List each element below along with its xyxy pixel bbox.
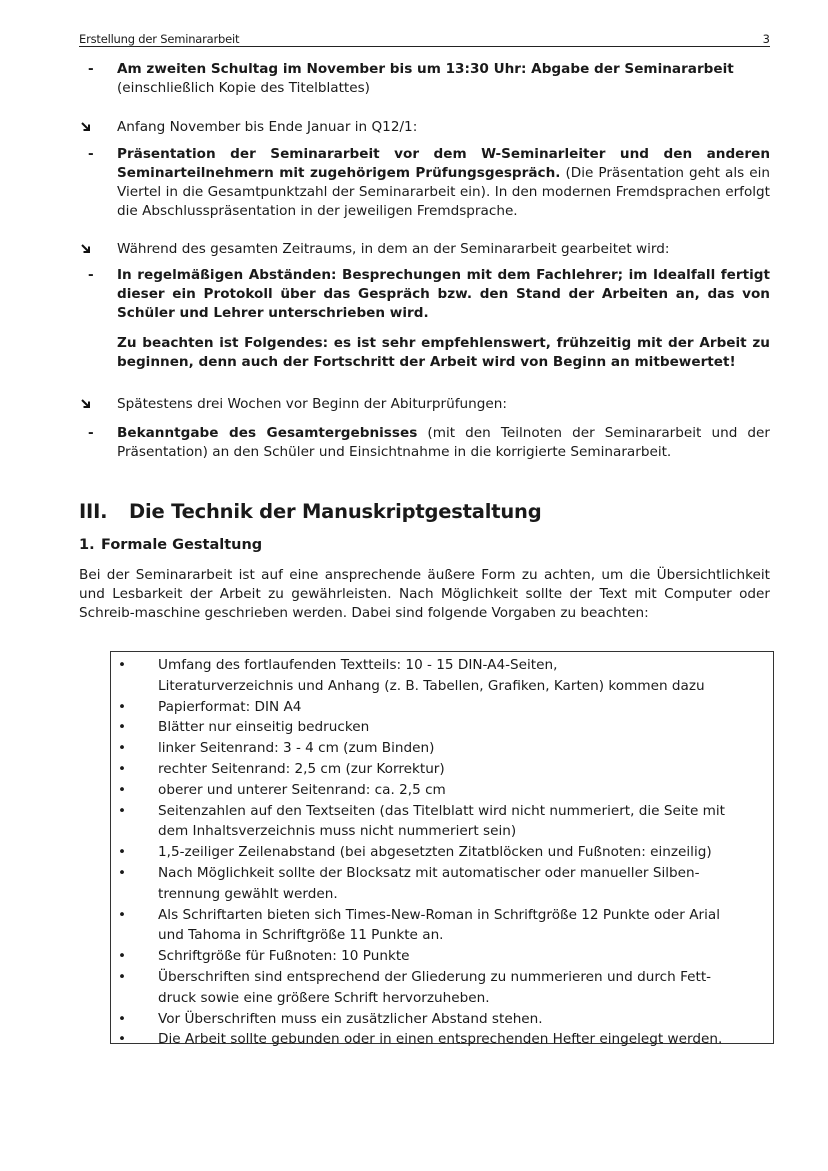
requirement-item [111,967,773,1009]
bullet-icon: • [118,948,127,965]
timeline-period [79,118,770,137]
requirement-text: Nach Möglichkeit sollte der Blocksatz mit automatischer oder manueller Silben- [158,864,700,881]
requirement-text: Literaturverzeichnis und Anhang (z. B. Tabellen, Grafiken, Karten) kommen dazu [158,677,705,694]
bullet-icon: • [118,1031,127,1048]
requirement-item [111,801,773,843]
bullet-icon: • [118,719,127,736]
bullet-icon: • [118,968,127,985]
section-title: Die Technik der Manuskriptgestaltung [129,500,542,523]
bullet-icon: • [118,906,127,923]
requirement-text: dem Inhaltsverzeichnis muss nicht nummeriert sein) [158,823,517,840]
dash-marker: - [88,267,94,283]
requirements-box [110,651,774,1048]
requirement-text: oberer und unterer Seitenrand: ca. 2,5 cm [158,781,446,798]
meetings-bold-text: In regelmäßigen Abständen: Besprechungen mit dem Fachlehrer; im Idealfall fertigt dieser ein Protokoll über das Gespräch bzw. den Stand der Arbeiten an, das von Schüler und Lehrer unterschrieben wird. [117,267,770,321]
bullet-icon: • [118,844,127,861]
requirement-text: trennung gewählt werden. [158,885,338,902]
intro-paragraph: Bei der Seminararbeit ist auf eine ansprechende äußere Form zu achten, um die Übersichtlichkeit und Lesbarkeit der Arbeit zu gewährleisten. Nach Möglichkeit sollte der Text mit Computer oder Schreib-maschine geschrieben werden. Dabei sind folgende Vorgaben zu beachten: [79,567,770,621]
bullet-icon: • [118,657,127,673]
presentation-note: (Die Präsentation geht als ein Viertel in die Gesamtpunktzahl der Seminararbeit ein). In den modernen Fremdsprachen erfolgt die Abschlusspräsentation in der jeweiligen Fremdsprache. [117,165,770,219]
subsection-number: 1. [79,537,95,553]
requirement-item [111,717,773,738]
timeline-item [79,424,770,462]
subsection-heading [79,537,262,553]
requirement-text: Blätter nur einseitig bedrucken [158,719,370,736]
results-note: (mit den Teilnoten der Seminararbeit und der Präsentation) an den Schüler und Einsichtnahme in die korrigierte Seminararbeit. [117,425,771,460]
requirement-item [111,655,773,697]
requirement-item [111,697,773,718]
timeline-item [79,145,770,221]
dash-marker: - [88,146,94,162]
deadline-note: (einschließlich Kopie des Titelblattes) [117,80,370,96]
bullet-icon: • [118,760,127,777]
page-number: 3 [762,32,770,46]
presentation-bold-text: Präsentation der Seminararbeit vor dem W-Seminarleiter und den anderen Seminarteilnehmern mit zugehörigem Prüfungsgespräch. [117,146,770,181]
requirement-item [111,863,773,905]
south-east-arrow-icon [80,243,92,255]
results-bold-text: Bekanntgabe des Gesamtergebnisses [117,425,418,441]
section-heading [79,500,541,523]
requirement-text: Die Arbeit sollte gebunden oder in einen entsprechenden Hefter eingelegt werden. [158,1031,723,1048]
timeline-period [79,240,770,259]
timeline-period [79,395,770,414]
section-number: III. [79,500,108,523]
requirement-text: rechter Seitenrand: 2,5 cm (zur Korrektur) [158,760,445,777]
south-east-arrow-icon [80,398,92,410]
bullet-icon: • [118,781,127,798]
period-text: Spätestens drei Wochen vor Beginn der Abiturprüfungen: [117,396,507,412]
bullet-icon: • [118,740,127,757]
requirement-item [111,759,773,780]
period-text: Anfang November bis Ende Januar in Q12/1: [117,119,418,135]
subsection-title: Formale Gestaltung [101,537,263,553]
bullet-icon: • [118,1010,127,1027]
south-east-arrow-icon [80,121,92,133]
bullet-icon: • [118,698,127,715]
requirement-text: linker Seitenrand: 3 - 4 cm (zum Binden) [158,740,435,757]
requirement-text: Vor Überschriften muss ein zusätzlicher Abstand stehen. [158,1010,543,1027]
requirement-text: Überschriften sind entsprechend der Gliederung zu nummerieren und durch Fett- [158,968,712,985]
requirement-item [111,738,773,759]
timeline-item [79,266,770,372]
important-note: Zu beachten ist Folgendes: es ist sehr empfehlenswert, frühzeitig mit der Arbeit zu beginnen, denn auch der Fortschritt der Arbeit wird von Beginn an mitbewertet! [117,335,770,370]
requirement-item [111,780,773,801]
requirement-item [111,842,773,863]
requirement-text: und Tahoma in Schriftgröße 11 Punkte an. [158,927,444,944]
header-title: Erstellung der Seminararbeit [79,32,240,46]
requirement-item [111,905,773,947]
bullet-icon: • [118,802,127,819]
period-text: Während des gesamten Zeitraums, in dem an der Seminararbeit gearbeitet wird: [117,241,670,257]
requirement-item [111,1009,773,1030]
requirement-text: Als Schriftarten bieten sich Times-New-Roman in Schriftgröße 12 Punkte oder Arial [158,906,720,923]
deadline-bold-text: Am zweiten Schultag im November bis um 13:30 Uhr: Abgabe der Seminararbeit [117,61,734,77]
requirement-text: druck sowie eine größere Schrift hervorzuheben. [158,989,490,1006]
timeline-item [79,60,770,98]
dash-marker: - [88,425,94,441]
bullet-icon: • [118,864,127,881]
dash-marker: - [88,61,94,77]
requirement-text: Umfang des fortlaufenden Textteils: 10 - 15 DIN-A4-Seiten, [158,657,558,673]
requirement-item [111,1029,773,1050]
requirement-text: Schriftgröße für Fußnoten: 10 Punkte [158,948,410,965]
requirement-text: Papierformat: DIN A4 [158,698,302,715]
requirement-item [111,946,773,967]
requirement-text: 1,5-zeiliger Zeilenabstand (bei abgesetzten Zitatblöcken und Fußnoten: einzeilig) [158,844,712,861]
running-header [79,32,770,47]
requirement-text: Seitenzahlen auf den Textseiten (das Titelblatt wird nicht nummeriert, die Seite mit [158,802,725,819]
